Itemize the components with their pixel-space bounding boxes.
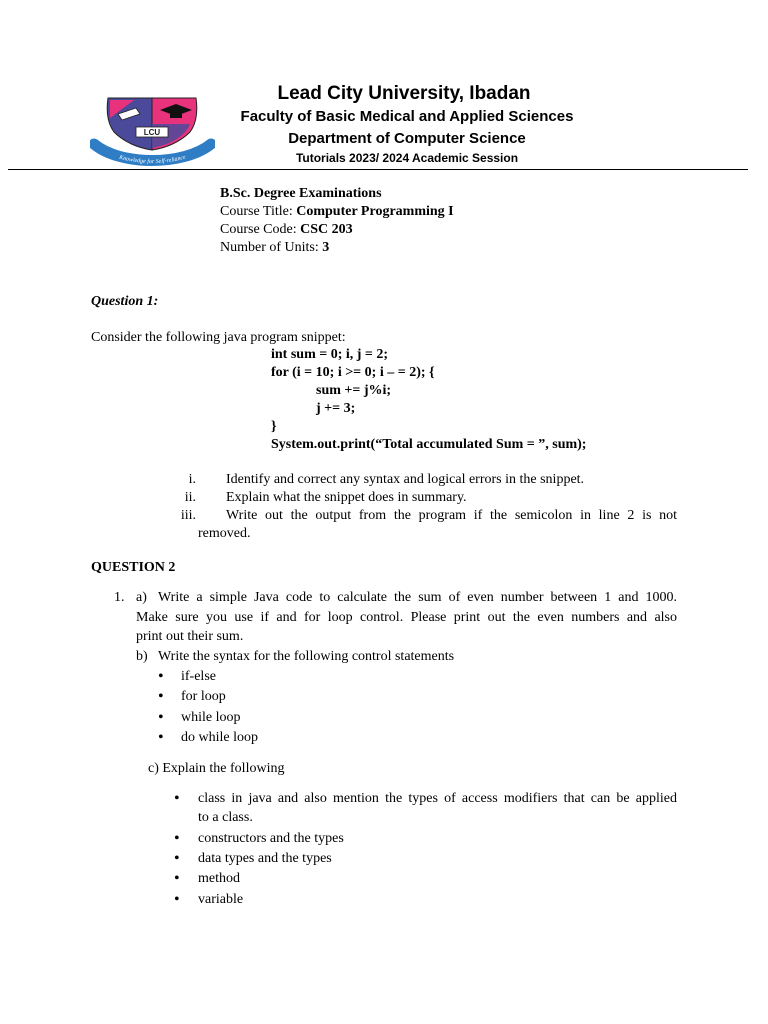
bullet-icon: • bbox=[158, 729, 164, 746]
question-item-continuation: removed. bbox=[198, 526, 251, 541]
list-item-continuation: to a class. bbox=[198, 810, 253, 825]
list-item: for loop bbox=[181, 689, 226, 704]
part-a-text: print out their sum. bbox=[136, 629, 244, 644]
list-item: variable bbox=[198, 892, 244, 907]
bullet-icon: • bbox=[158, 709, 164, 726]
question-1-heading: Question 1: bbox=[91, 294, 159, 309]
code-line: } bbox=[271, 419, 277, 434]
bullet-icon: • bbox=[174, 790, 180, 807]
header-divider bbox=[8, 169, 748, 170]
bullet-icon: • bbox=[158, 668, 164, 685]
bullet-icon: • bbox=[174, 891, 180, 908]
item-number: iii. bbox=[180, 508, 196, 523]
faculty-name: Faculty of Basic Medical and Applied Sciences bbox=[240, 108, 574, 125]
list-item: method bbox=[198, 871, 240, 886]
list-item: while loop bbox=[181, 710, 241, 725]
part-a-text: Write a simple Java code to calculate the sum of even number between 1 and 1000. bbox=[158, 590, 677, 605]
course-title: Course Title: Computer Programming I bbox=[220, 204, 454, 219]
bullet-icon: • bbox=[158, 688, 164, 705]
list-item: constructors and the types bbox=[198, 831, 344, 846]
part-label: b) bbox=[136, 649, 148, 664]
question-1-intro: Consider the following java program snippet: bbox=[91, 330, 346, 345]
part-a-text: Make sure you use if and for loop control. Please print out the even numbers and also bbox=[136, 610, 677, 625]
code-line: j += 3; bbox=[316, 401, 356, 416]
code-line: for (i = 10; i >= 0; i – = 2); { bbox=[271, 365, 435, 380]
list-item: data types and the types bbox=[198, 851, 332, 866]
part-b-text: Write the syntax for the following control statements bbox=[158, 649, 455, 664]
list-item: if-else bbox=[181, 669, 216, 684]
bullet-icon: • bbox=[174, 850, 180, 867]
bullet-icon: • bbox=[174, 870, 180, 887]
list-item: class in java and also mention the types of access modifiers that can be applied bbox=[198, 791, 677, 806]
bullet-icon: • bbox=[174, 830, 180, 847]
logo-motto: Knowledge for Self-reliance bbox=[118, 154, 187, 166]
question-item: Write out the output from the program if the semicolon in line 2 is not bbox=[226, 508, 677, 523]
code-line: int sum = 0; i, j = 2; bbox=[271, 347, 389, 362]
item-number: i. bbox=[188, 472, 196, 487]
question-2-heading: QUESTION 2 bbox=[91, 560, 176, 575]
code-line: sum += j%i; bbox=[316, 383, 392, 398]
item-number: ii. bbox=[184, 490, 196, 505]
course-code: Course Code: CSC 203 bbox=[220, 222, 353, 237]
question-item: Identify and correct any syntax and logical errors in the snippet. bbox=[226, 472, 585, 487]
part-c-text: c) Explain the following bbox=[148, 761, 285, 776]
logo-label: LCU bbox=[143, 128, 161, 137]
list-item: do while loop bbox=[181, 730, 258, 745]
part-label: a) bbox=[136, 590, 147, 605]
university-name: Lead City University, Ibadan bbox=[277, 83, 531, 104]
exam-title: B.Sc. Degree Examinations bbox=[220, 186, 382, 201]
course-units: Number of Units: 3 bbox=[220, 240, 330, 255]
item-number: 1. bbox=[114, 590, 125, 605]
question-item: Explain what the snippet does in summary. bbox=[226, 490, 467, 505]
department-name: Department of Computer Science bbox=[288, 130, 526, 147]
code-line: System.out.print(“Total accumulated Sum = ”, sum); bbox=[271, 437, 587, 452]
academic-session: Tutorials 2023/ 2024 Academic Session bbox=[295, 151, 519, 165]
